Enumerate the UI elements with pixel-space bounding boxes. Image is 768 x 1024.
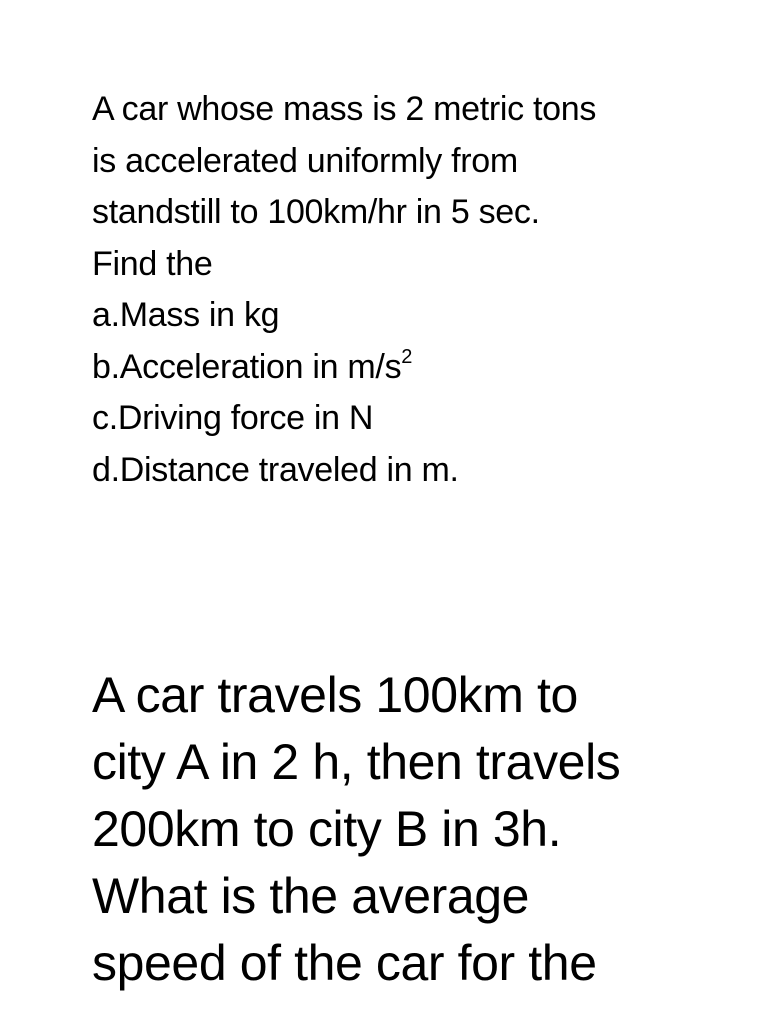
problem-one-item-b-superscript: 2 (401, 346, 413, 369)
problem-one-item-c: c.Driving force in N (92, 399, 374, 437)
problem-one-line-4: Find the (92, 244, 213, 283)
problem-two-line-1: A car travels 100km to (92, 667, 578, 723)
problem-one-item-b (92, 342, 732, 394)
problem-one-text-block (92, 84, 732, 496)
problem-two-line-2: city A in 2 h, then travels (92, 734, 621, 790)
problem-two-text-block (92, 662, 752, 997)
problem-two-line-4: What is the average (92, 868, 530, 924)
problem-one-line-1: A car whose mass is 2 metric tons (92, 90, 597, 128)
problem-one-item-d: d.Distance traveled in m. (92, 450, 459, 489)
problem-one-line-3: standstill to 100km/hr in 5 sec. (92, 193, 540, 231)
problem-one-item-a: a.Mass in kg (92, 296, 280, 334)
problem-one-line-2: is accelerated uniformly from (92, 141, 518, 180)
problem-two-line-3: 200km to city B in 3h. (92, 801, 562, 857)
problem-two-line-5: speed of the car for the (92, 935, 597, 991)
problem-one-item-b-text: b.Acceleration in m/s (92, 347, 402, 386)
